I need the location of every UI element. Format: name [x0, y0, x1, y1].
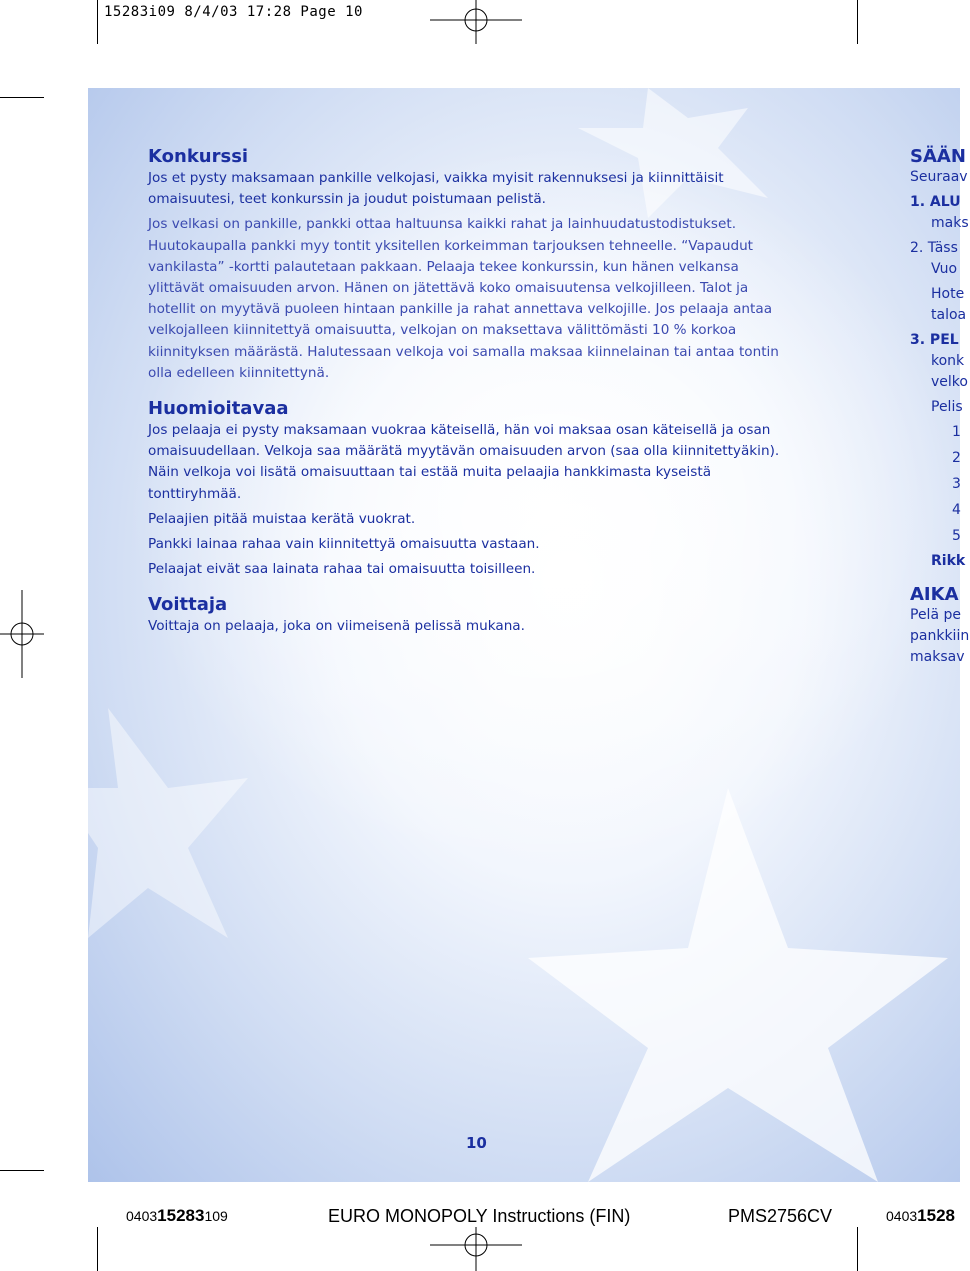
code-prefix: 0403	[886, 1208, 918, 1224]
registration-mark-bottom	[430, 1227, 522, 1271]
right-line: taloa	[931, 307, 967, 323]
right-line: Seuraav	[910, 169, 968, 185]
section-heading: Voittaja	[148, 594, 228, 616]
paragraph: Pelaajien pitää muistaa kerätä vuokrat.	[148, 510, 416, 527]
code-suffix: 109	[204, 1208, 228, 1224]
trim-mark	[97, 1227, 98, 1271]
right-line: Pelä pe	[910, 607, 961, 623]
right-line: 1. ALU	[910, 194, 961, 210]
footer-code-right	[886, 1206, 955, 1226]
main-text-column	[148, 146, 798, 652]
section-konkurssi	[148, 146, 798, 384]
code-prefix: 0403	[126, 1208, 158, 1224]
paragraph: Pankki lainaa rahaa vain kiinnitettyä omaisuutta vastaan.	[148, 536, 540, 553]
section-heading: Huomioitavaa	[148, 398, 289, 420]
trim-mark	[0, 97, 44, 98]
footer-pms: PMS2756CV	[728, 1206, 833, 1226]
section-voittaja	[148, 594, 798, 637]
right-line: 1	[952, 424, 961, 440]
right-line: 4	[952, 502, 961, 518]
section-huomioitavaa	[148, 398, 798, 580]
footer-title: EURO MONOPOLY Instructions (FIN)	[328, 1206, 631, 1226]
right-line: Pelis	[931, 399, 963, 415]
right-line: 3. PEL	[910, 332, 959, 348]
right-heading-aika: AIKA	[910, 584, 959, 605]
right-heading: SÄÄN	[910, 146, 966, 167]
paragraph: Voittaja on pelaaja, joka on viimeisenä pelissä mukana.	[148, 618, 525, 635]
registration-mark-left	[0, 590, 44, 678]
paragraph: Jos velkasi on pankille, pankki ottaa haltuunsa kaikki rahat ja lainhuudatustodistukset. Huutokaupalla pankki myy tontit yksitellen korkeimman tarjouksen tehneelle. “Vapaudut vankilasta” -kortti palautetaan pakkaan. Pelaaja tekee konkurssin, kun hänen velkansa ylittävät omaisuuden arvon. Hänen on jätettävä koko omaisuutensa velkojilleen. Talot ja hotellit on myytävä puoleen hintaan pankille ja rahat annettava velkojille. Jos pelaaja antaa velkojalleen kiinnitettyä omaisuutta, velkojan on maksettava välittömästi 10 % korkoa kiinnityksen määrästä. Halutessaan velkoja voi samalla maksaa kiinnelainan tai antaa tontin olla edelleen kiinnitettynä.	[148, 216, 779, 381]
printer-slug: 15283i09 8/4/03 17:28 Page 10	[104, 4, 363, 20]
footer-barcode-code	[126, 1206, 228, 1226]
trim-mark	[0, 1170, 44, 1171]
paragraph: Jos et pysty maksamaan pankille velkojasi, vaikka myisit rakennuksesi ja kiinnittäisit omaisuutesi, teet konkurssin ja joudut poistumaan pelistä.	[148, 170, 724, 208]
right-line: Rikk	[931, 553, 966, 569]
right-line: 3	[952, 476, 961, 492]
code-bold: 15283	[157, 1206, 205, 1225]
right-line: velko	[931, 374, 968, 390]
right-line: Hote	[931, 286, 965, 302]
paragraph: Jos pelaaja ei pysty maksamaan vuokraa käteisellä, hän voi maksaa osan käteisellä ja osan omaisuudellaan. Velkoja saa määrätä myytävän omaisuuden arvon (saa olla kiinnitettyäkin). Näin velkoja voi lisätä omaisuuttaan tai estää muita pelaajia hankkimasta kyseistä tonttiryhmää.	[148, 422, 780, 502]
section-heading: Konkurssi	[148, 146, 249, 167]
paragraph: Pelaajat eivät saa lainata rahaa tai omaisuutta toisilleen.	[148, 561, 536, 578]
right-line: 2. Täss	[910, 240, 958, 256]
right-line: maks	[931, 215, 969, 231]
trim-mark	[97, 0, 98, 44]
trim-mark	[857, 1227, 858, 1271]
registration-mark-top	[430, 0, 522, 44]
right-line: konk	[931, 353, 965, 369]
page-number: 10	[466, 1134, 487, 1152]
right-line: 5	[952, 528, 961, 544]
code-bold: 1528	[917, 1206, 955, 1225]
trim-mark	[857, 0, 858, 44]
right-column-cropped	[910, 146, 970, 668]
right-line: 2	[952, 450, 961, 466]
right-line: maksav	[910, 649, 965, 665]
right-line: Vuo	[931, 261, 958, 277]
right-line: pankkiin	[910, 628, 970, 644]
